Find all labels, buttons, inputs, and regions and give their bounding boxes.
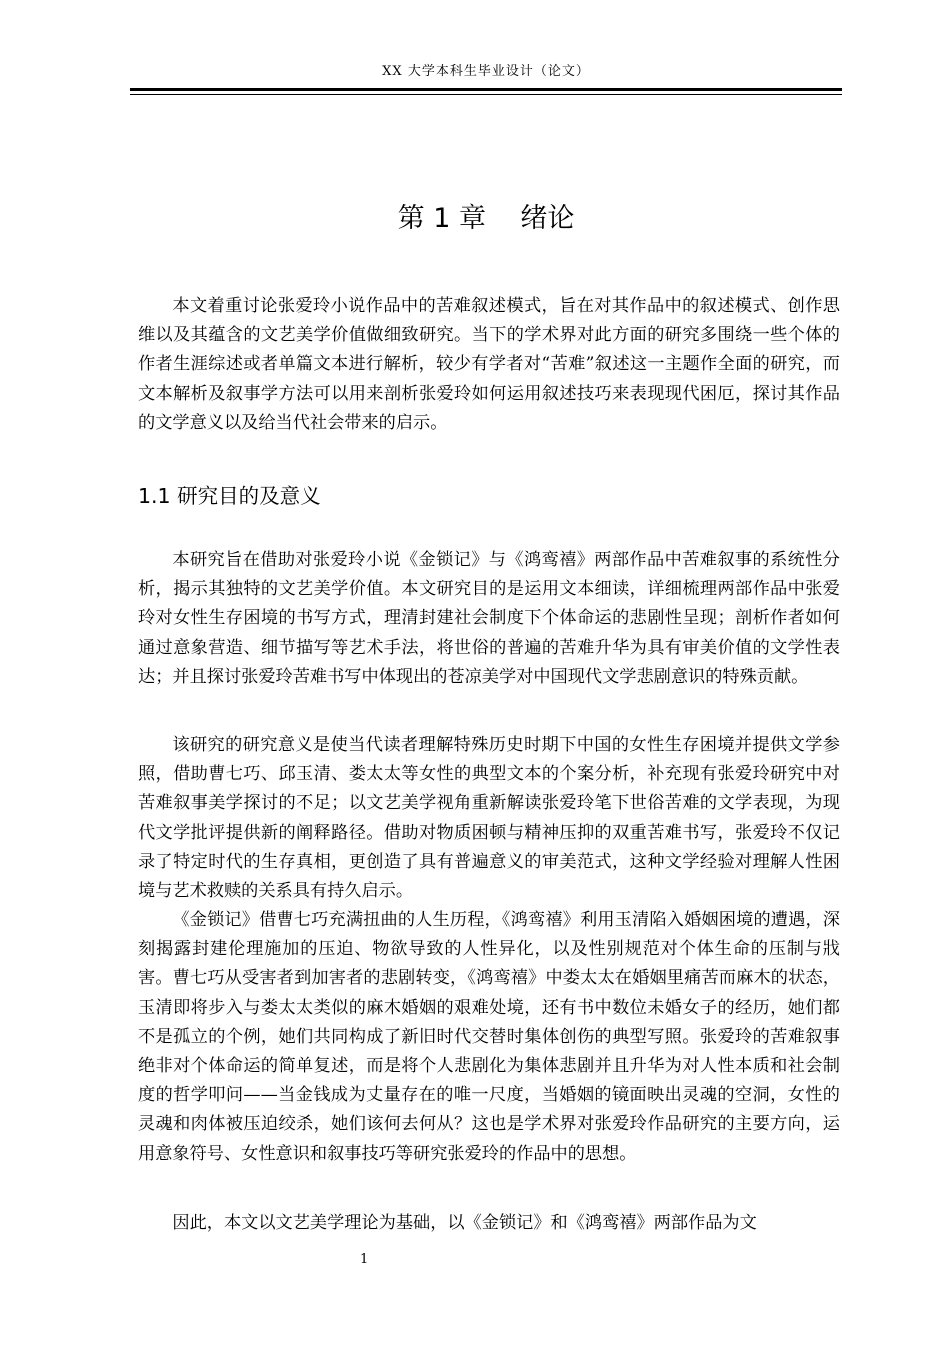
section-heading: 1.1 研究目的及意义 — [138, 484, 321, 508]
header-rule-thin — [130, 94, 842, 95]
body-paragraph-purpose: 本研究旨在借助对张爱玲小说《金锁记》与《鸿鸾禧》两部作品中苦难叙事的系统性分析，揭示其独特的文艺美学价值。本文研究目的是运用文本细读，详细梳理两部作品中张爱玲对女性生存困境的书写方式，理清封建社会制度下个体命运的悲剧性呈现；剖析作者如何通过意象营造、细节描写等艺术手法，将世俗的普遍的苦难升华为具有审美价值的文学性表达；并且探讨张爱玲苦难书写中体现出的苍凉美学对中国现代文学悲剧意识的特殊贡献。 — [138, 550, 840, 687]
body-paragraph-analysis: 《金锁记》借曹七巧充满扭曲的人生历程，《鸿鸾禧》利用玉清陷入婚姻困境的遭遇，深刻揭露封建伦理施加的压迫、物欲导致的人性异化，以及性别规范对个体生命的压制与戕害。曹七巧从受害者到加害者的悲剧转变，《鸿鸾禧》中娄太太在婚姻里痛苦而麻木的状态，玉清即将步入与娄太太类似的麻木婚姻的艰难处境，还有书中数位未婚女子的经历，她们都不是孤立的个例，她们共同构成了新旧时代交替时集体创伤的典型写照。张爱玲的苦难叙事绝非对个体命运的简单复述，而是将个人悲剧化为集体悲剧并且升华为对人性本质和社会制度的哲学叩问——当金钱成为丈量存在的唯一尺度，当婚姻的镜面映出灵魂的空洞，女性的灵魂和肉体被压迫绞杀，她们该何去何从？这也是学术界对张爱玲作品研究的主要方向，运用意象符号、女性意识和叙事技巧等研究张爱玲的作品中的思想。 — [138, 910, 840, 1164]
page-number: 1 — [360, 1252, 369, 1267]
body-paragraph-conclusion: 因此，本文以文艺美学理论为基础，以《金锁记》和《鸿鸾禧》两部作品为文 — [172, 1213, 757, 1233]
body-paragraph-significance: 该研究的研究意义是使当代读者理解特殊历史时期下中国的女性生存困境并提供文学参照，借助曹七巧、邱玉清、娄太太等女性的典型文本的个案分析，补充现有张爱玲研究中对苦难叙事美学探讨的不足；以文艺美学视角重新解读张爱玲笔下世俗苦难的文学表现，为现代文学批评提供新的阐释路径。借助对物质困顿与精神压抑的双重苦难书写，张爱玲不仅记录了特定时代的生存真相，更创造了具有普遍意义的审美范式，这种文学经验对理解人性困境与艺术救赎的关系具有持久启示。 — [138, 735, 840, 902]
intro-paragraph: 本文着重讨论张爱玲小说作品中的苦难叙述模式，旨在对其作品中的叙述模式、创作思维以及其蕴含的文艺美学价值做细致研究。当下的学术界对此方面的研究多围绕一些个体的作者生涯综述或者单篇文本进行解析，较少有学者对“苦难”叙述这一主题作全面的研究，而文本解析及叙事学方法可以用来剖析张爱玲如何运用叙述技巧来表现现代困厄，探讨其作品的文学意义以及给当代社会带来的启示。 — [138, 296, 840, 433]
header-rule-thick — [130, 88, 842, 91]
chapter-title: 第 1 章 绪论 — [397, 203, 575, 234]
running-header: XX 大学本科生毕业设计（论文） — [382, 64, 590, 79]
